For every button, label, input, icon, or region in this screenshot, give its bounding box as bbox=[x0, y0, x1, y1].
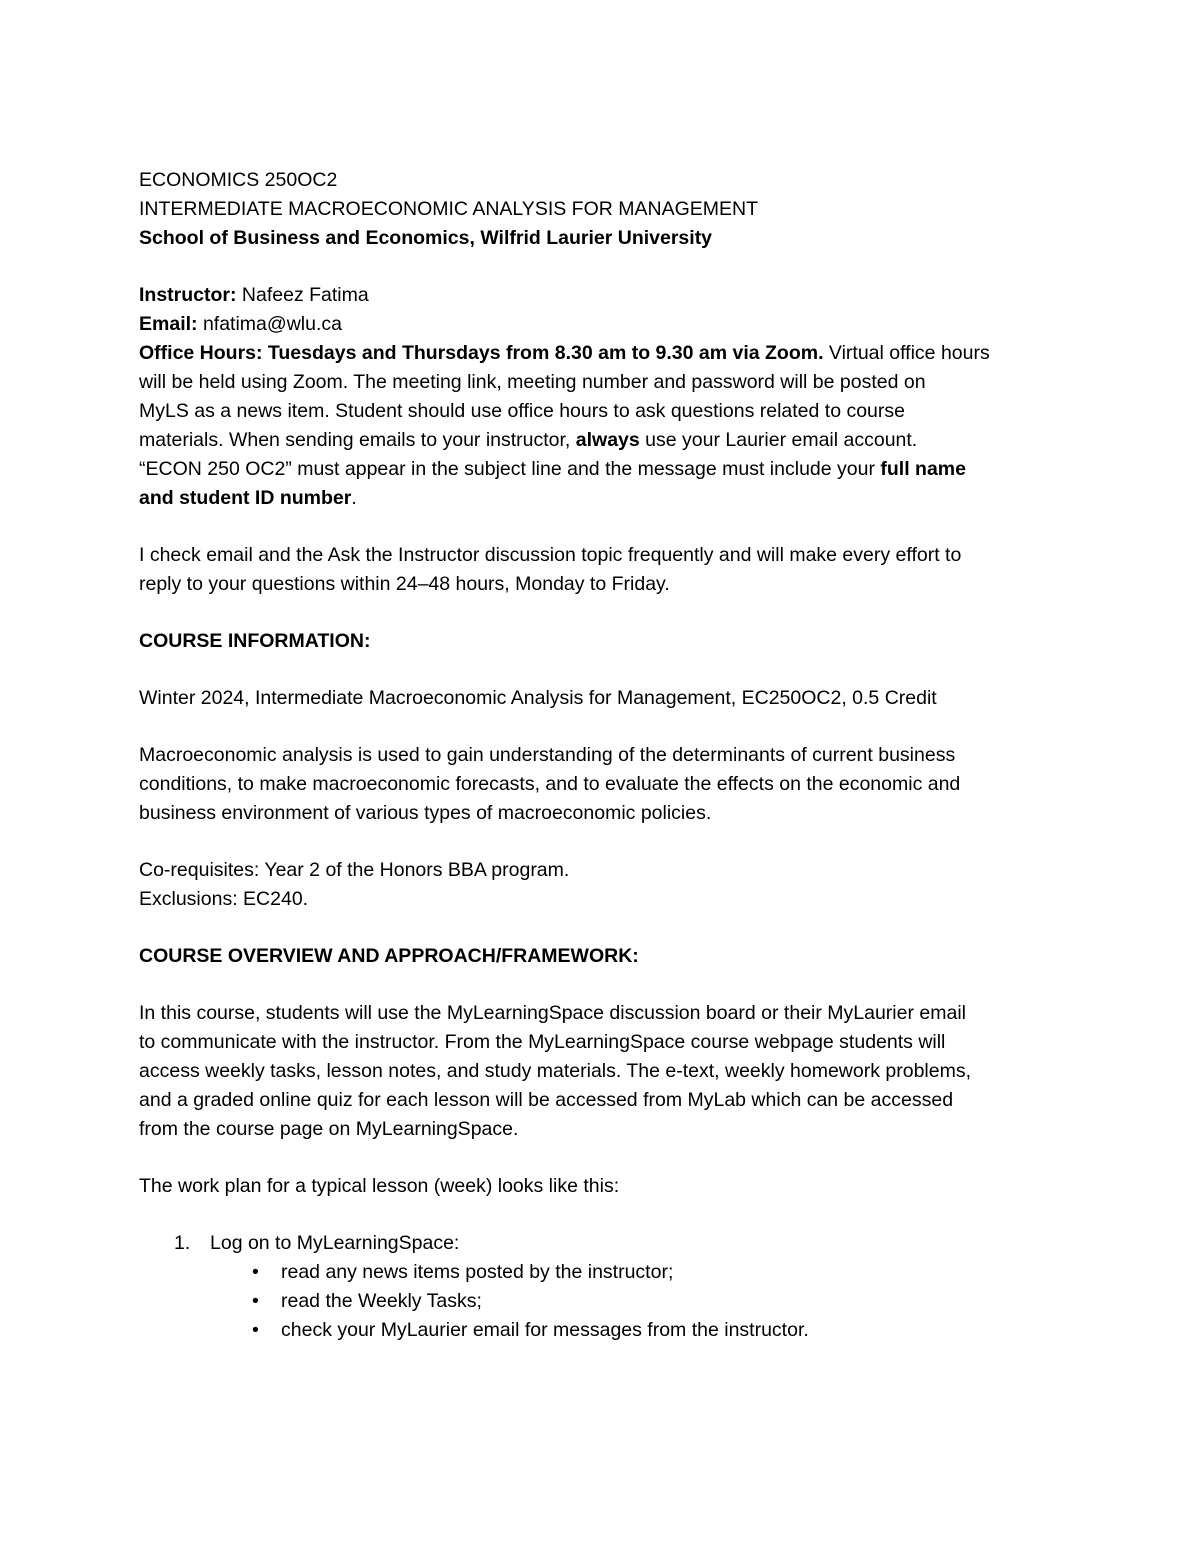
course-information-heading: COURSE INFORMATION: bbox=[139, 630, 371, 652]
office-hours-text-4a: materials. When sending emails to your instructor, bbox=[139, 429, 576, 451]
bullet-item bbox=[139, 1287, 1069, 1316]
instructor-line bbox=[139, 281, 1069, 310]
exclusions: Exclusions: EC240. bbox=[139, 888, 309, 910]
list-item-text: Log on to MyLearningSpace: bbox=[210, 1232, 460, 1254]
office-hours-text-6: . bbox=[351, 487, 357, 509]
bullet-item bbox=[139, 1258, 1069, 1287]
office-hours-text: Virtual office hours bbox=[823, 342, 990, 364]
response-line-2: reply to your questions within 24–48 hours, Monday to Friday. bbox=[139, 573, 670, 595]
description-line-2: conditions, to make macroeconomic forecasts, and to evaluate the effects on the economic and bbox=[139, 773, 961, 795]
student-id-emphasis: and student ID number bbox=[139, 487, 352, 509]
list-number: 1. bbox=[174, 1232, 191, 1254]
office-hours-line-4 bbox=[139, 426, 1069, 455]
office-hours-line-3: MyLS as a news item. Student should use office hours to ask questions related to course bbox=[139, 400, 905, 422]
bullet-text: read the Weekly Tasks; bbox=[281, 1290, 482, 1312]
course-title: INTERMEDIATE MACROECONOMIC ANALYSIS FOR MANAGEMENT bbox=[139, 198, 759, 220]
description-line-1: Macroeconomic analysis is used to gain understanding of the determinants of current business bbox=[139, 744, 956, 766]
bullet-text: read any news items posted by the instructor; bbox=[281, 1261, 674, 1283]
bullet-item bbox=[139, 1316, 1069, 1345]
office-hours-line bbox=[139, 339, 1069, 368]
office-hours-line-6 bbox=[139, 484, 1069, 513]
bullet-text: check your MyLaurier email for messages from the instructor. bbox=[281, 1319, 809, 1341]
bullet-icon: • bbox=[252, 1290, 259, 1312]
office-hours-label: Office Hours: Tuesdays and Thursdays from 8.30 am to 9.30 am via Zoom. bbox=[139, 342, 824, 364]
email-label: Email: bbox=[139, 313, 198, 335]
office-hours-line-5 bbox=[139, 455, 1069, 484]
school-name: School of Business and Economics, Wilfrid Laurier University bbox=[139, 227, 713, 249]
description-line-3: business environment of various types of macroeconomic policies. bbox=[139, 802, 712, 824]
bullet-icon: • bbox=[252, 1261, 259, 1283]
work-plan-intro: The work plan for a typical lesson (week) looks like this: bbox=[139, 1175, 620, 1197]
email-line bbox=[139, 310, 1069, 339]
corequisites: Co-requisites: Year 2 of the Honors BBA program. bbox=[139, 859, 570, 881]
overview-line-4: and a graded online quiz for each lesson will be accessed from MyLab which can be accessed bbox=[139, 1089, 954, 1111]
bullet-icon: • bbox=[252, 1319, 259, 1341]
office-hours-line-2: will be held using Zoom. The meeting link, meeting number and password will be posted on bbox=[139, 371, 926, 393]
overview-line-3: access weekly tasks, lesson notes, and study materials. The e-text, weekly homework problems, bbox=[139, 1060, 971, 1082]
office-hours-text-5a: “ECON 250 OC2” must appear in the subject line and the message must include your bbox=[139, 458, 881, 480]
term-line: Winter 2024, Intermediate Macroeconomic Analysis for Management, EC250OC2, 0.5 Credit bbox=[139, 687, 937, 709]
email-address: nfatima@wlu.ca bbox=[197, 313, 342, 335]
list-item bbox=[139, 1229, 1069, 1258]
document-page bbox=[139, 166, 1069, 1345]
full-name-emphasis: full name bbox=[880, 458, 966, 480]
response-line-1: I check email and the Ask the Instructor discussion topic frequently and will make every effort to bbox=[139, 544, 962, 566]
office-hours-text-4b: use your Laurier email account. bbox=[639, 429, 918, 451]
overview-line-5: from the course page on MyLearningSpace. bbox=[139, 1118, 519, 1140]
overview-line-2: to communicate with the instructor. From the MyLearningSpace course webpage students will bbox=[139, 1031, 946, 1053]
course-overview-heading: COURSE OVERVIEW AND APPROACH/FRAMEWORK: bbox=[139, 945, 639, 967]
instructor-name: Nafeez Fatima bbox=[236, 284, 369, 306]
always-emphasis: always bbox=[575, 429, 640, 451]
instructor-label: Instructor: bbox=[139, 284, 237, 306]
course-code: ECONOMICS 250OC2 bbox=[139, 169, 338, 191]
overview-line-1: In this course, students will use the MyLearningSpace discussion board or their MyLaurier email bbox=[139, 1002, 966, 1024]
